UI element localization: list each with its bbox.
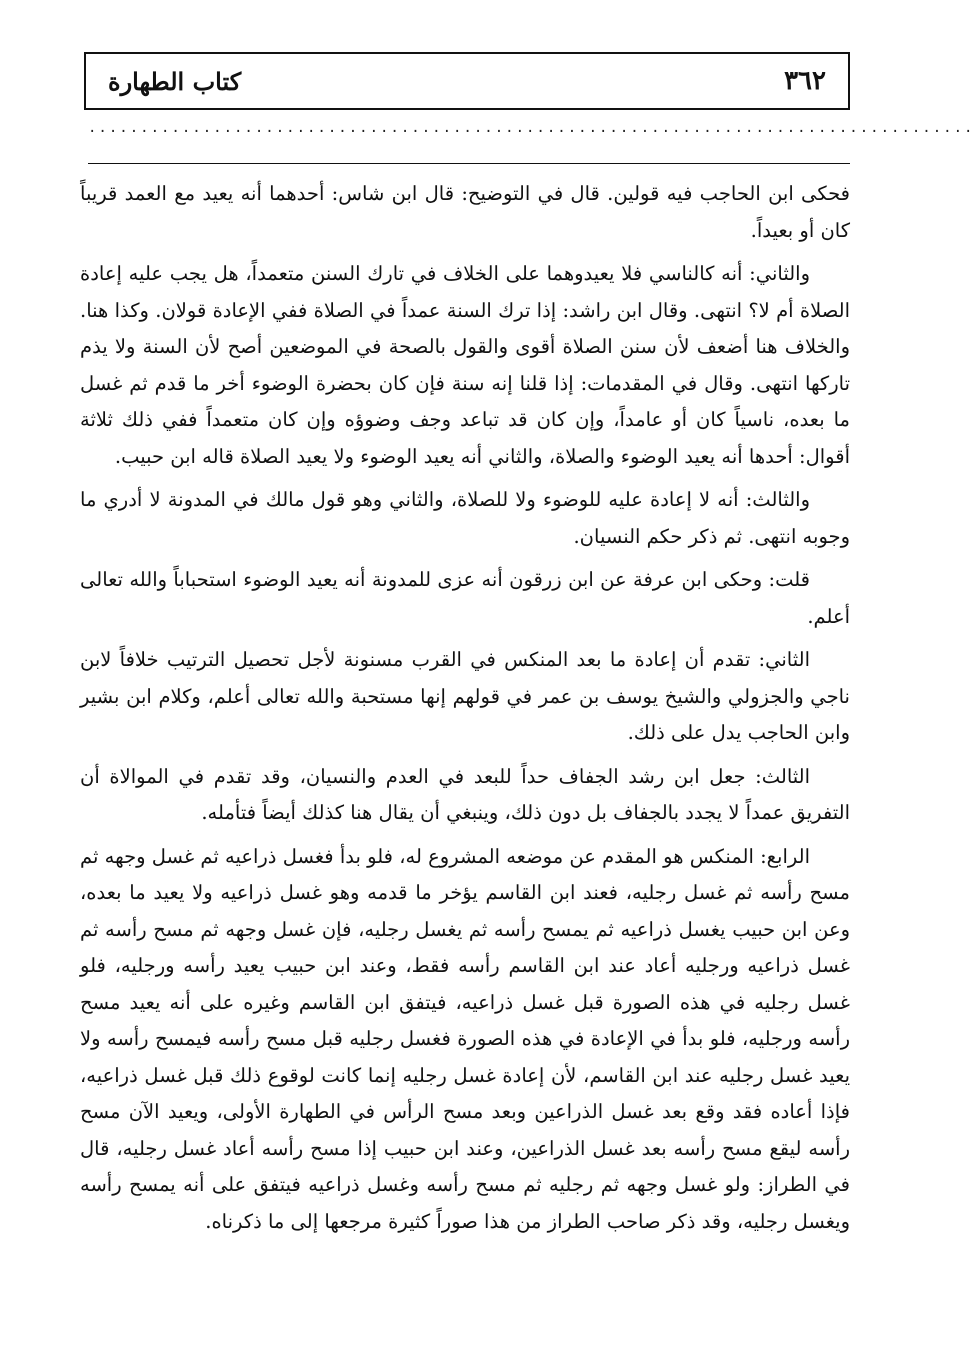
- dotted-separator: .....................................................................................: [88, 120, 974, 136]
- paragraph: الثالث: جعل ابن رشد الجفاف حداً للبعد في العدم والنسيان، وقد تقدم في الموالاة أن التفريق عمداً لا يجدد بالجفاف بل دون ذلك، وينبغي أن يقال هنا كذلك أيضاً فتأمله.: [80, 764, 850, 824]
- running-header: [84, 52, 850, 110]
- paragraph: فحكى ابن الحاجب فيه قولين. قال في التوضيح: قال ابن شاس: أحدهما أنه يعيد مع العمد قريباً كان أو بعيداً.: [80, 182, 850, 242]
- page-body: [80, 176, 850, 1326]
- book-title: كتاب الطهارة: [108, 66, 242, 96]
- header-rule: [88, 163, 850, 164]
- paragraph: والثاني: أنه كالناسي فلا يعيدوهما على الخلاف في تارك السنن متعمداً، هل يجب عليه إعادة الصلاة أم لا؟ انتهى. وقال ابن راشد: إذا ترك السنة عمداً في الصلاة ففي الإعادة قولان. وكذا هنا. والخلاف هنا أضعف لأن سنن الصلاة أقوى والقول بالصحة في الموضعين أصح لأن السنة ولا يذم تاركها انتهى. وقال في المقدمات: إذا قلنا إنه سنة فإن كان بحضرة الوضوء أخر ما قدم ثم غسل ما بعده، ناسياً كان أو عامداً، وإن كان قد تباعد وجف وضوؤه وإن كان متعمداً ففي ذلك ثلاثة أقوال: أحدها أنه يعيد الوضوء والصلاة، والثاني أنه يعيد الوضوء ولا يعيد الصلاة قاله ابن حبيب.: [80, 262, 851, 468]
- paragraph: الرابع: المنكس هو المقدم عن موضعه المشروع له، فلو بدأ فغسل ذراعيه ثم غسل وجهه ثم مسح رأسه ثم غسل رجليه، فعند ابن القاسم يؤخر ما قدمه وهو غسل ذراعيه ولا يعيد ما بعده، وعن ابن حبيب يغسل ذراعيه ثم يمسح رأسه ثم يغسل رجليه، فإن غسل وجهه ثم مسح رأسه ثم غسل ذراعيه ورجليه أعاد عند ابن القاسم رأسه فقط، وعند ابن حبيب يعيد رأسه ورجليه، فلو غسل رجليه في هذه الصورة قبل غسل ذراعيه، فيتفق ابن القاسم وغيره على أنه يعيد مسح رأسه ورجليه، فلو بدأ في الإعادة في هذه الصورة فغسل رجليه قبل مسح رأسه فيمسح رأسه ولا يعيد غسل رجليه عند ابن القاسم، لأن إعادة غسل رجليه إنما كانت لوقوع ذلك قبل غسل ذراعيه، فإذا أعاده فقد وقع بعد غسل الذراعين وبعد مسح الرأس في الطهارة الأولى، ويعيد الآن مسح رأسه ليقع مسح رأسه بعد غسل الذراعين، وعند ابن حبيب إذا مسح رأسه أعاد غسل رجليه، قال في الطراز: ولو غسل وجهه ثم رجليه ثم مسح رأسه وغسل ذراعيه فيتفق على أنه يمسح رأسه ويغسل رجليه، وقد ذكر صاحب الطراز من هذا صوراً كثيرة مرجعها إلى ما ذكرناه.: [80, 844, 850, 1233]
- paragraph: والثالث: أنه لا إعادة عليه للوضوء ولا للصلاة، والثاني وهو قول مالك في المدونة لا أدري ما وجوبه انتهى. ثم ذكر حكم النسيان.: [80, 488, 850, 548]
- page-number: ٣٦٢: [784, 66, 826, 96]
- paragraph: الثاني: تقدم أن إعادة ما بعد المنكس في القرب مسنونة لأجل تحصيل الترتيب خلافاً لابن ناجي والجزولي والشيخ يوسف بن عمر في قولهم إنها مستحبة والله تعالى أعلم، وكلام ابن بشير وابن الحاجب يدل على ذلك.: [80, 648, 850, 744]
- paragraph: قلت: وحكى ابن عرفة عن ابن زرقون أنه عزى للمدونة أنه يعيد الوضوء استحباباً والله تعالى أعلم.: [80, 568, 850, 628]
